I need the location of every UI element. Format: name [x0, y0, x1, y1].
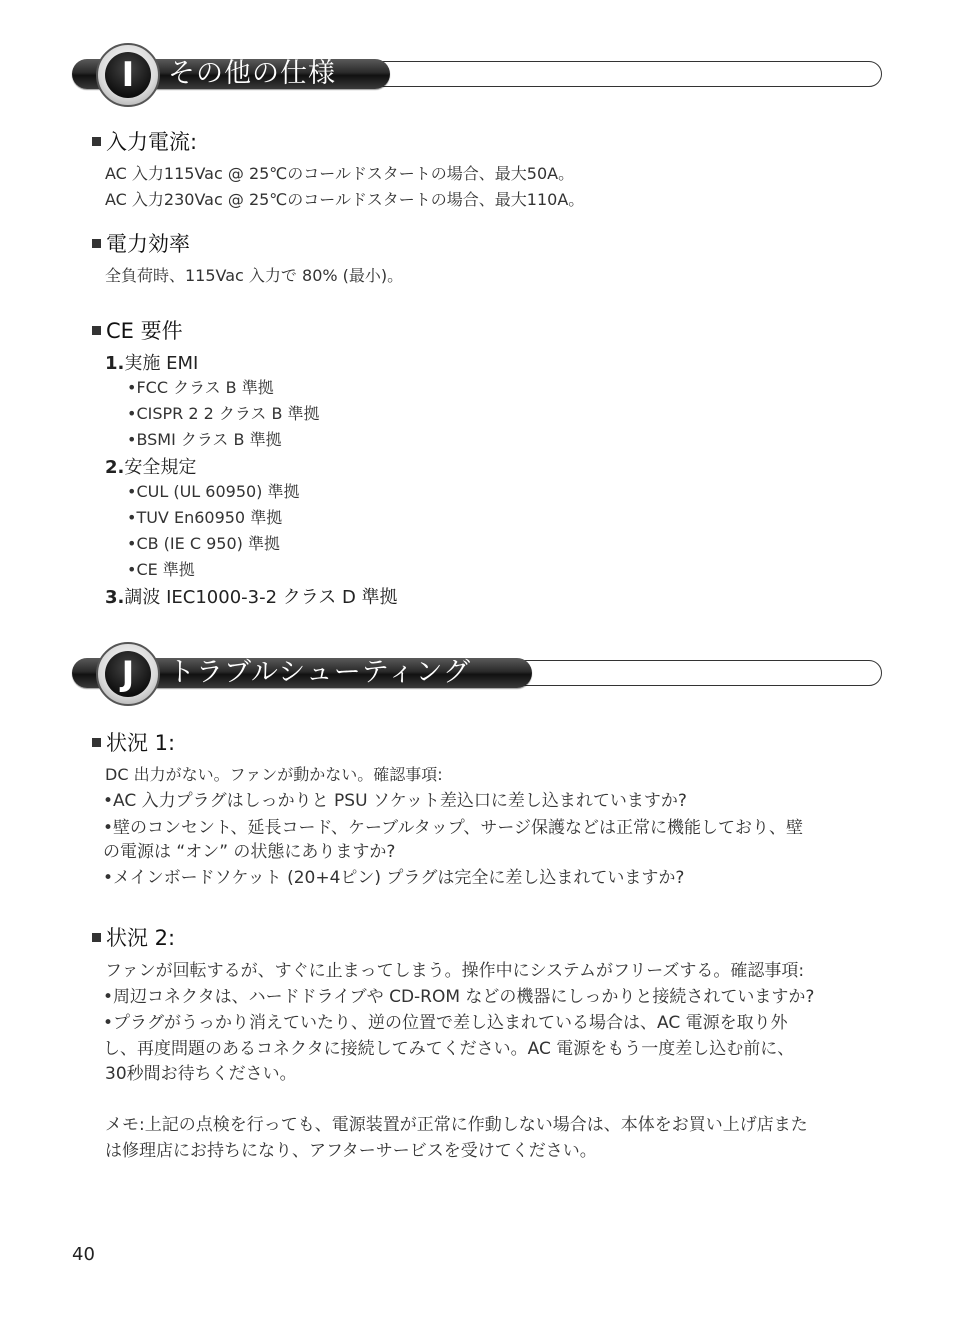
heading-case-1: 状況 1: [92, 727, 175, 757]
section-letter: J [105, 651, 151, 697]
case-1-line: DC 出力がない。ファンが動かない。確認事項: [105, 765, 443, 784]
case-2-line: •プラグがうっかり消えていたり、逆の位置で差し込まれている場合は、AC 電源を取り外 [103, 1013, 788, 1033]
memo-line: メモ:上記の点検を行っても、電源装置が正常に作動しない場合は、本体をお買い上げ店また [105, 1115, 808, 1135]
section-header-i [72, 43, 882, 107]
heading-case-2: 状況 2: [92, 922, 175, 952]
square-bullet-icon [92, 239, 101, 248]
input-current-line: AC 入力230Vac @ 25℃のコールドスタートの場合、最大110A。 [105, 190, 585, 209]
safety-bullet: •CB (IE C 950) 準拠 [127, 534, 280, 553]
ce-item: 1.実施 EMI [105, 353, 199, 374]
heading-efficiency: 電力効率 [92, 228, 190, 258]
section-title: トラブルシューティング [168, 657, 472, 688]
heading-input-current: 入力電流: [92, 126, 197, 156]
section-letter-badge [96, 642, 160, 706]
emi-bullet: •FCC クラス B 準拠 [127, 378, 274, 397]
section-title: その他の仕様 [168, 58, 336, 89]
safety-bullet: •CE 準拠 [127, 560, 195, 579]
case-2-line: ファンが回転するが、すぐに止まってしまう。操作中にシステムがフリーズする。確認事項: [105, 961, 805, 981]
emi-bullet: •CISPR 2 2 クラス B 準拠 [127, 404, 320, 423]
safety-bullet: •CUL (UL 60950) 準拠 [127, 482, 300, 501]
heading-ce: CE 要件 [92, 315, 183, 345]
case-1-line: •壁のコンセント、延長コード、ケーブルタップ、サージ保護などは正常に機能しており、壁 [103, 818, 804, 838]
section-letter-badge [96, 43, 160, 107]
memo-line: は修理店にお持ちになり、アフターサービスを受けてください。 [105, 1141, 597, 1161]
square-bullet-icon [92, 326, 101, 335]
section-letter: I [105, 52, 151, 98]
ce-item: 2.安全規定 [105, 457, 197, 478]
case-1-line: •AC 入力プラグはしっかりと PSU ソケット差込口に差し込まれていますか? [103, 791, 687, 811]
case-1-line: •メインボードソケット (20+4ピン) プラグは完全に差し込まれていますか? [103, 868, 685, 888]
case-2-line: 30秒間お待ちください。 [105, 1064, 297, 1084]
case-2-line: し、再度問題のあるコネクタに接続してみてください。AC 電源をもう一度差し込む前に、 [103, 1039, 795, 1059]
case-2-line: •周辺コネクタは、ハードドライブや CD-ROM などの機器にしっかりと接続されていますか? [103, 987, 815, 1007]
efficiency-line: 全負荷時、115Vac 入力で 80% (最小)。 [105, 266, 404, 285]
input-current-line: AC 入力115Vac @ 25℃のコールドスタートの場合、最大50A。 [105, 164, 575, 183]
ce-item: 3.調波 IEC1000-3-2 クラス D 準拠 [105, 587, 398, 608]
case-1-line: の電源は “オン” の状態にありますか? [103, 842, 396, 862]
square-bullet-icon [92, 933, 101, 942]
page-number: 40 [72, 1244, 95, 1265]
emi-bullet: •BSMI クラス B 準拠 [127, 430, 282, 449]
section-header-j [72, 642, 882, 706]
square-bullet-icon [92, 738, 101, 747]
square-bullet-icon [92, 137, 101, 146]
safety-bullet: •TUV En60950 準拠 [127, 508, 283, 527]
